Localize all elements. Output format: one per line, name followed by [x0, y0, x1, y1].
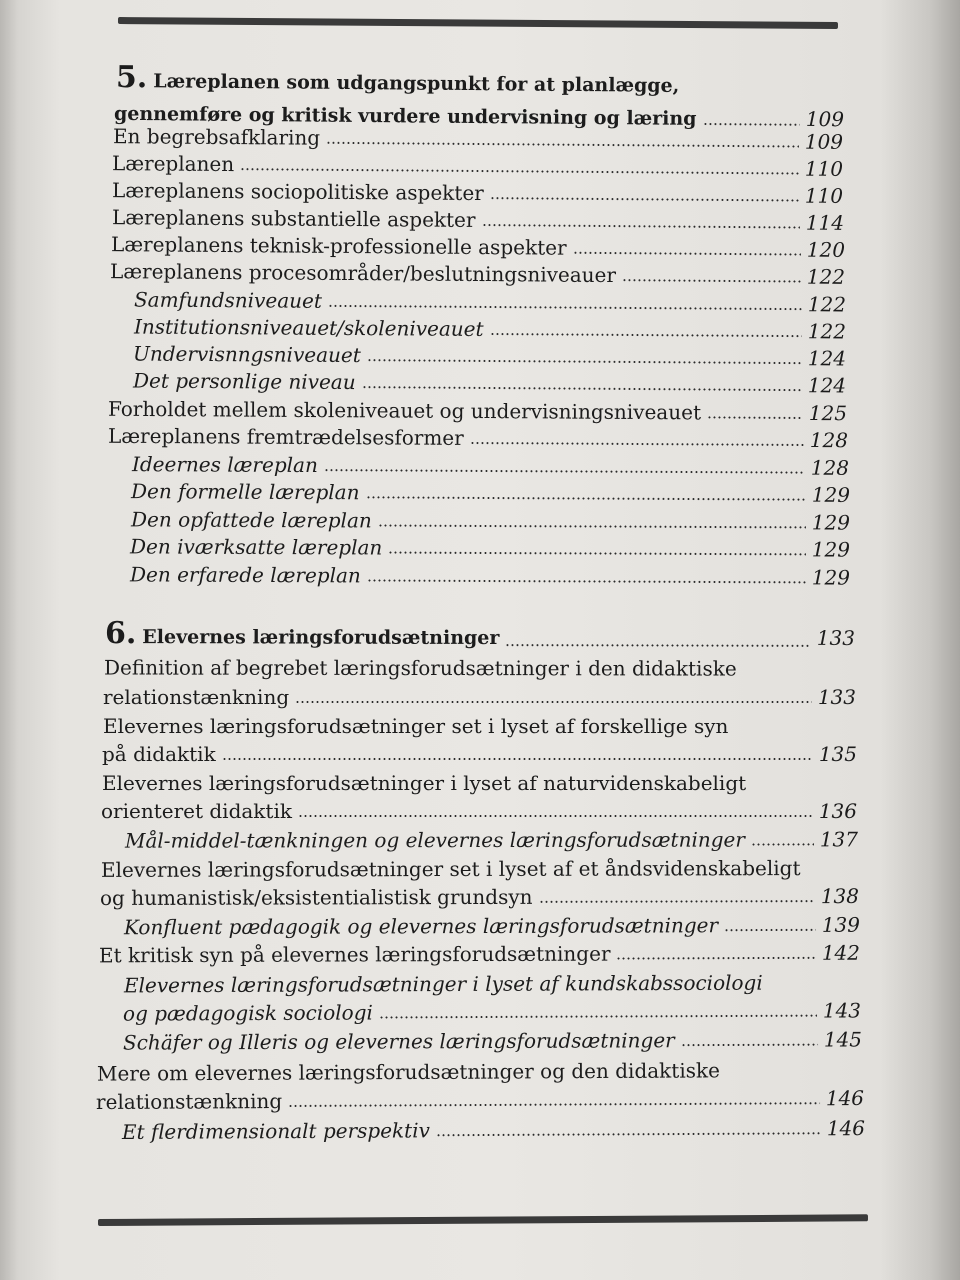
entry-page: 128 — [810, 455, 850, 480]
toc-entry[interactable] — [111, 234, 845, 260]
dot-leader — [365, 496, 805, 500]
entry-title: Schäfer og Illeris og elevernes læringsforudsætninger — [122, 1028, 675, 1055]
entry-page: 138 — [820, 884, 860, 909]
entry-page: 129 — [811, 565, 851, 590]
toc-subentry[interactable] — [122, 1027, 863, 1055]
toc-entry[interactable] — [112, 180, 843, 206]
dot-leader — [470, 442, 804, 446]
toc-entry[interactable] — [103, 687, 856, 707]
chapter-6-heading[interactable] — [104, 616, 856, 652]
entry-title: Den opfattede læreplan — [130, 507, 372, 533]
entry-page: 137 — [819, 827, 859, 852]
toc-entry[interactable] — [107, 423, 849, 453]
entry-page: 128 — [809, 428, 849, 453]
entry-title: Læreplanens teknisk-professionelle aspekter — [110, 232, 567, 260]
entry-title: relationstænkning — [103, 685, 290, 709]
entry-first-line: Elevernes læringsforudsætninger i lyset af kundskabssociologi — [123, 970, 763, 998]
dot-leader — [707, 416, 803, 419]
dot-leader — [751, 843, 814, 845]
entry-first-line: Elevernes læringsforudsætninger set i lyset af et åndsvidenskabeligt — [100, 856, 801, 882]
entry-title: Læreplanens fremtrædelsesformer — [107, 423, 464, 450]
dot-leader — [362, 386, 802, 391]
dot-leader — [298, 815, 813, 817]
dot-leader — [367, 359, 802, 364]
dot-leader — [622, 279, 801, 282]
entry-title: Et kritisk syn på elevernes læringsforudsætninger — [98, 941, 611, 968]
dot-leader — [326, 142, 799, 148]
dot-leader — [367, 579, 806, 583]
entry-title: Konfluent pædagogik og elevernes læringsforudsætninger — [123, 913, 719, 940]
dot-leader — [481, 224, 799, 228]
entry-page: 139 — [821, 912, 861, 937]
dot-leader — [505, 644, 810, 647]
entry-title: Læreplanens substantielle aspekter — [111, 205, 476, 232]
toc-entry[interactable] — [112, 207, 844, 233]
entry-title: orienteret didaktik — [101, 799, 292, 823]
toc-subentry[interactable] — [132, 341, 847, 371]
toc-subentry[interactable] — [123, 912, 861, 940]
chapter-6-number: 6. — [104, 616, 137, 652]
toc-entry[interactable] — [113, 126, 843, 152]
dot-leader — [573, 252, 801, 256]
entry-page: 145 — [823, 1027, 863, 1052]
entry-title: og pædagogisk sociologi — [122, 1000, 373, 1026]
toc-entry[interactable] — [110, 261, 845, 287]
chapter-5-heading-line1 — [115, 59, 816, 99]
entry-page: 122 — [806, 264, 846, 289]
chapter-5-page: 109 — [805, 106, 845, 132]
entry-title: Forholdet mellem skoleniveauet og undervisningsniveauet — [107, 396, 702, 425]
toc-subentry[interactable] — [129, 562, 851, 590]
entry-title: og humanistisk/eksistentialistisk grundsyn — [99, 884, 533, 910]
toc-entry[interactable] — [98, 940, 861, 968]
entry-page: 133 — [817, 685, 856, 709]
entry-first-line: Elevernes læringsforudsætninger set i lyset af forskellige syn — [103, 714, 729, 738]
chapter-5-title-line1: Læreplanen som udgangspunkt for at planlægge, — [153, 70, 680, 97]
entry-title: Læreplanens sociopolitiske aspekter — [111, 178, 484, 206]
dot-leader — [702, 123, 799, 126]
toc-entry[interactable] — [95, 1085, 865, 1115]
dot-leader — [616, 957, 815, 960]
entry-first-line: Mere om elevernes læringsforudsætninger og den didaktiske — [96, 1058, 720, 1086]
dot-leader — [288, 1102, 820, 1107]
toc-subentry[interactable] — [132, 454, 849, 478]
entry-page: 135 — [818, 742, 857, 766]
entry-title: Et flerdimensionalt perspektiv — [121, 1118, 430, 1144]
entry-page: 120 — [806, 237, 846, 262]
entry-title: Undervisnngsniveauet — [132, 341, 361, 368]
toc-subentry[interactable] — [124, 827, 859, 853]
toc-subentry[interactable] — [133, 314, 847, 344]
toc-subentry[interactable] — [133, 287, 847, 317]
entry-title: Institutionsniveauet/skoleniveauet — [133, 314, 484, 341]
toc-entry[interactable] — [101, 801, 857, 821]
chapter-5-number: 5. — [115, 59, 148, 96]
entry-title: Den iværksatte læreplan — [129, 534, 383, 560]
dot-leader — [378, 525, 806, 529]
toc-entry[interactable] — [112, 153, 843, 179]
toc-subentry[interactable] — [122, 998, 862, 1026]
toc-subentry[interactable] — [132, 368, 847, 398]
dot-leader — [328, 305, 802, 310]
entry-page: 124 — [807, 346, 847, 371]
dot-leader — [681, 1044, 818, 1047]
toc-subentry[interactable] — [122, 1118, 865, 1142]
entry-page: 125 — [808, 401, 848, 426]
entry-first-line: Definition af begrebet læringsforudsætninger i den didaktiske — [103, 655, 737, 681]
chapter-6-page: 133 — [816, 625, 856, 650]
entry-page: 146 — [826, 1116, 866, 1141]
dot-leader — [295, 701, 812, 703]
entry-title: Den formelle læreplan — [130, 479, 360, 505]
entry-page: 122 — [807, 319, 847, 344]
entry-title: Mål-middel-tænkningen og elevernes læringsforudsætninger — [124, 827, 745, 853]
entry-first-line: Elevernes læringsforudsætninger i lyset af naturvidenskabeligt — [102, 771, 747, 795]
entry-page: 129 — [811, 482, 851, 507]
entry-title: Læreplanens procesområder/beslutningsniveauer — [109, 259, 617, 288]
toc-entry[interactable] — [100, 886, 859, 908]
entry-page: 142 — [821, 940, 861, 965]
entry-page: 136 — [818, 799, 857, 823]
toc-subentry[interactable] — [130, 507, 851, 535]
entry-title: En begrebsafklaring — [112, 124, 321, 150]
toc-subentry[interactable] — [129, 534, 851, 562]
entry-title: Læreplanen — [111, 151, 235, 177]
dot-leader — [436, 1132, 821, 1136]
entry-page: 114 — [805, 210, 845, 235]
entry-page: 129 — [811, 537, 851, 562]
entry-page: 122 — [807, 292, 847, 317]
entry-page: 109 — [804, 129, 844, 154]
entry-title: på didaktik — [102, 742, 216, 766]
entry-page: 146 — [825, 1085, 865, 1111]
entry-page: 124 — [807, 373, 847, 398]
chapter-5-title-line2: gennemføre og kritisk vurdere undervisning og læring — [113, 102, 697, 130]
dot-leader — [240, 168, 799, 174]
entry-page: 110 — [804, 156, 844, 181]
dot-leader — [724, 929, 816, 931]
dot-leader — [222, 758, 813, 760]
dot-leader — [539, 900, 815, 903]
entry-title: Den erfarede læreplan — [129, 562, 361, 588]
entry-page: 110 — [804, 183, 844, 208]
entry-page: 129 — [811, 510, 851, 535]
toc-entry[interactable] — [107, 396, 848, 426]
entry-title: relationstænkning — [95, 1089, 283, 1115]
toc-subentry[interactable] — [131, 481, 850, 505]
dot-leader — [490, 333, 802, 337]
toc-entry[interactable] — [102, 744, 857, 764]
dot-leader — [490, 197, 799, 201]
chapter-6-title: Elevernes læringsforudsætninger — [142, 626, 500, 650]
entry-title: Ideernes læreplan — [131, 452, 318, 478]
entry-page: 143 — [822, 998, 862, 1023]
dot-leader — [388, 552, 805, 556]
entry-title: Samfundsniveauet — [133, 287, 323, 313]
dot-leader — [379, 1015, 817, 1019]
dot-leader — [324, 469, 805, 474]
entry-title: Det personlige niveau — [132, 368, 356, 395]
